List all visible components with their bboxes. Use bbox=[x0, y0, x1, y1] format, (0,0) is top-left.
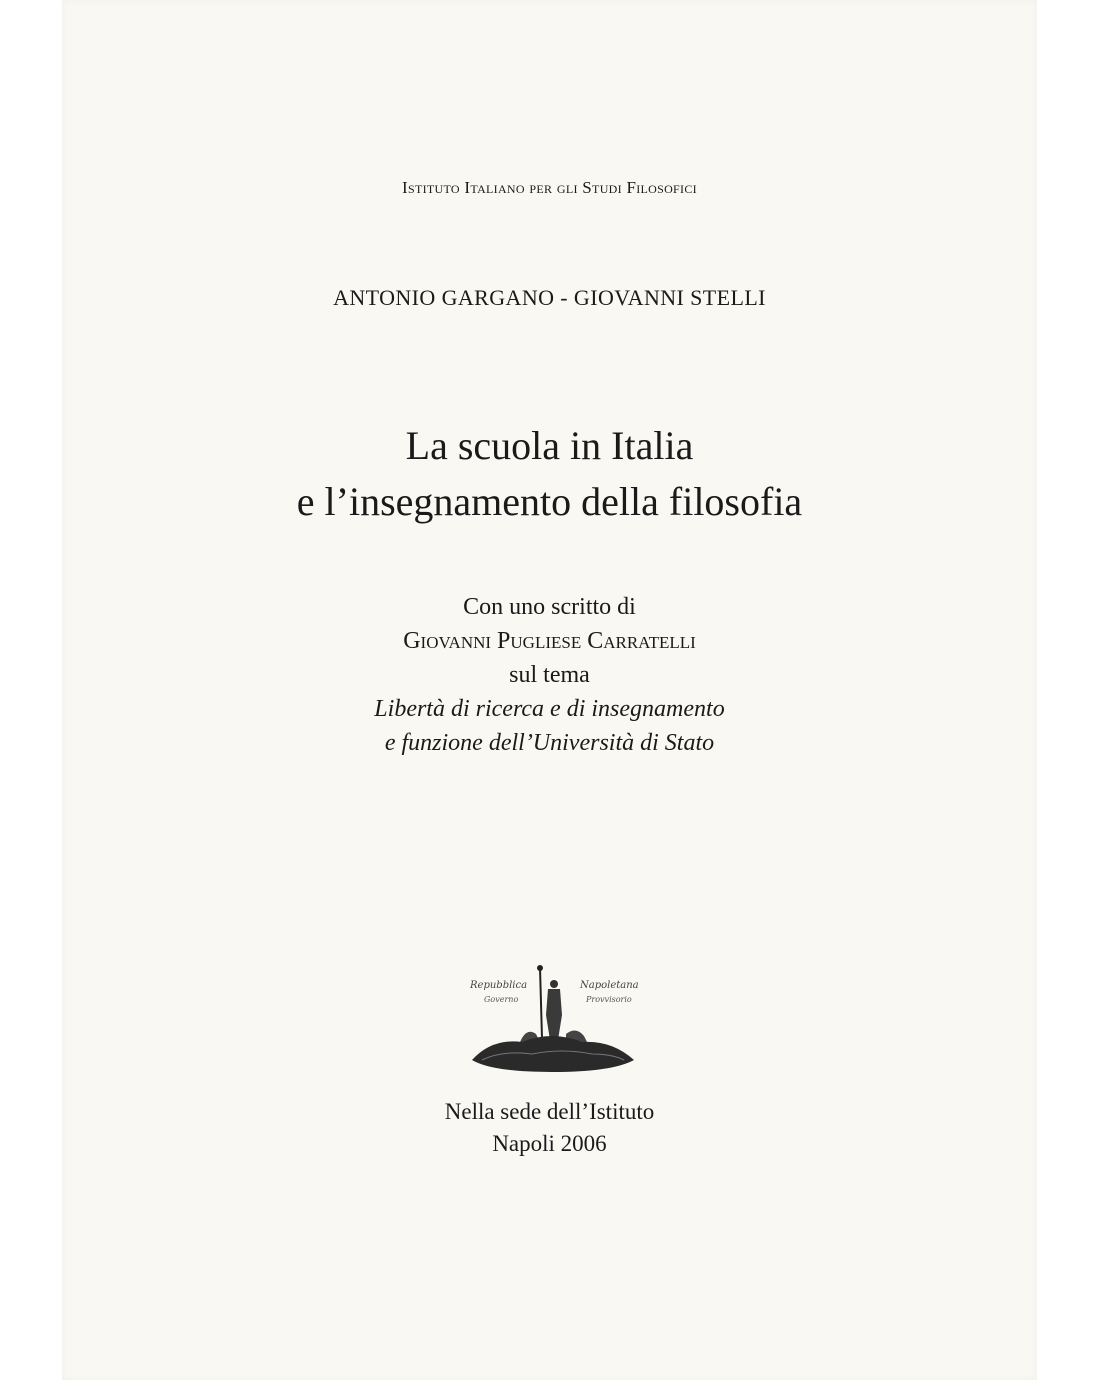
imprint-city-year: Napoli 2006 bbox=[492, 1131, 607, 1156]
book-cover bbox=[62, 0, 1037, 1380]
contribution-topic-intro: sul tema bbox=[509, 662, 590, 688]
imprint bbox=[62, 1096, 1037, 1160]
contribution-intro: Con uno scritto di bbox=[463, 594, 636, 620]
publisher-emblem-icon bbox=[462, 960, 642, 1080]
contribution-block bbox=[62, 590, 1037, 760]
imprint-place: Nella sede dell’Istituto bbox=[444, 1099, 655, 1124]
contribution-author: Giovanni Pugliese Carratelli bbox=[403, 628, 696, 654]
emblem-text-left-bottom: Governo bbox=[484, 995, 519, 1004]
essay-title-line-2: e funzione dell’Università di Stato bbox=[384, 730, 715, 756]
publisher-institute: Istituto Italiano per gli Studi Filosofici bbox=[402, 178, 697, 197]
authors: ANTONIO GARGANO - GIOVANNI STELLI bbox=[333, 285, 766, 310]
title-line-1: La scuola in Italia bbox=[405, 423, 694, 468]
title-line-2: e l’insegnamento della filosofia bbox=[296, 479, 803, 524]
book-title bbox=[62, 418, 1037, 530]
emblem-text-right-bottom: Provvisorio bbox=[586, 995, 632, 1004]
essay-title-line-1: Libertà di ricerca e di insegnamento bbox=[374, 696, 725, 722]
emblem-text-left-top: Repubblica bbox=[470, 980, 528, 991]
emblem-text-right-top: Napoletana bbox=[580, 980, 639, 991]
